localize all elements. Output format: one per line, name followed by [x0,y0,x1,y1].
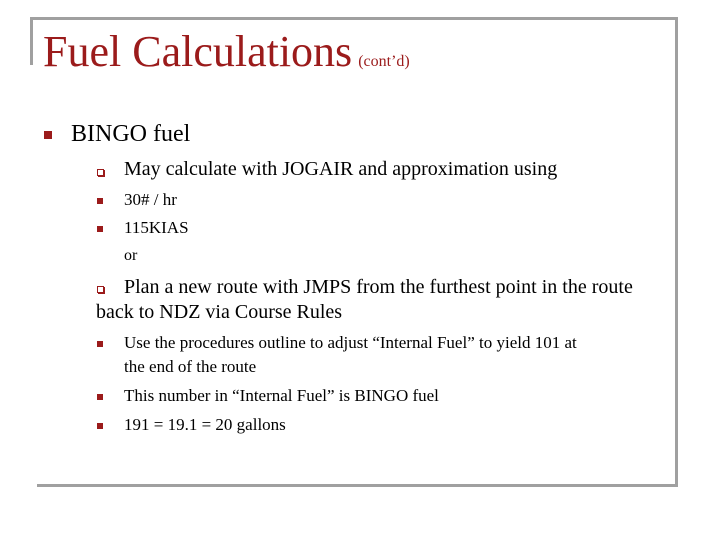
slide-frame-right [675,17,678,487]
bullet-procedures-line2: the end of the route [124,357,257,376]
sub-sub-bullet-square-icon [97,341,103,347]
sub-sub-bullet-square-icon [97,394,103,400]
bullet-number: This number in “Internal Fuel” is BINGO fuel [124,386,439,405]
bullet-may-calculate: May calculate with JOGAIR and approximation using [124,158,558,180]
bullet-square-icon [44,131,52,139]
sub-sub-bullet-square-icon [97,226,103,232]
bullet-plan-route-line1: Plan a new route with JMPS from the furthest point in the route [124,276,633,298]
title-main: Fuel Calculations [43,27,353,76]
slide-frame-top [30,17,678,20]
connector-or: or [124,247,138,264]
bullet-gallons: 191 = 19.1 = 20 gallons [124,415,286,434]
bullet-procedures-line1: Use the procedures outline to adjust “Internal Fuel” to yield 101 at [124,333,577,352]
bullet-speed: 115KIAS [124,218,189,237]
slide-title [43,26,410,78]
bullet-plan-route-line2: back to NDZ via Course Rules [96,301,343,323]
sub-sub-bullet-square-icon [97,423,103,429]
sub-sub-bullet-square-icon [97,198,103,204]
slide-frame-bottom [37,484,678,487]
bullet-bingo-fuel: BINGO fuel [71,121,191,147]
slide-frame-left [30,17,33,65]
sub-bullet-hollow-square-icon [97,169,104,176]
sub-bullet-hollow-square-icon [97,286,104,293]
title-suffix: (cont’d) [358,53,410,70]
bullet-rate: 30# / hr [124,190,177,209]
